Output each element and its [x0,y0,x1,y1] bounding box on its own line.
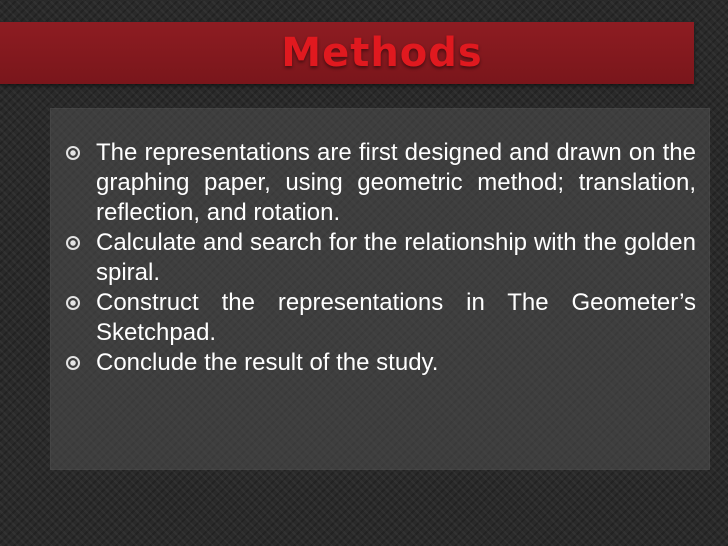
bullet-item [66,288,696,348]
bullet-text: The representations are first designed and drawn on the graphing paper, using geometric method; translation, reflection, and rotation. [96,139,696,226]
bullet-item [66,228,696,288]
slide-title: Methods [281,30,483,76]
bullet-text: Construct the representations in The Geometer’s Sketchpad. [96,289,696,346]
bullet-item [66,348,696,378]
bullet-text: Calculate and search for the relationship with the golden spiral. [96,229,696,286]
circled-dot-icon [66,236,80,250]
bullet-list [66,138,696,378]
circled-dot-icon [66,356,80,370]
bullet-text: Conclude the result of the study. [96,349,439,376]
circled-dot-icon [66,296,80,310]
bullet-item [66,138,696,228]
circled-dot-icon [66,146,80,160]
